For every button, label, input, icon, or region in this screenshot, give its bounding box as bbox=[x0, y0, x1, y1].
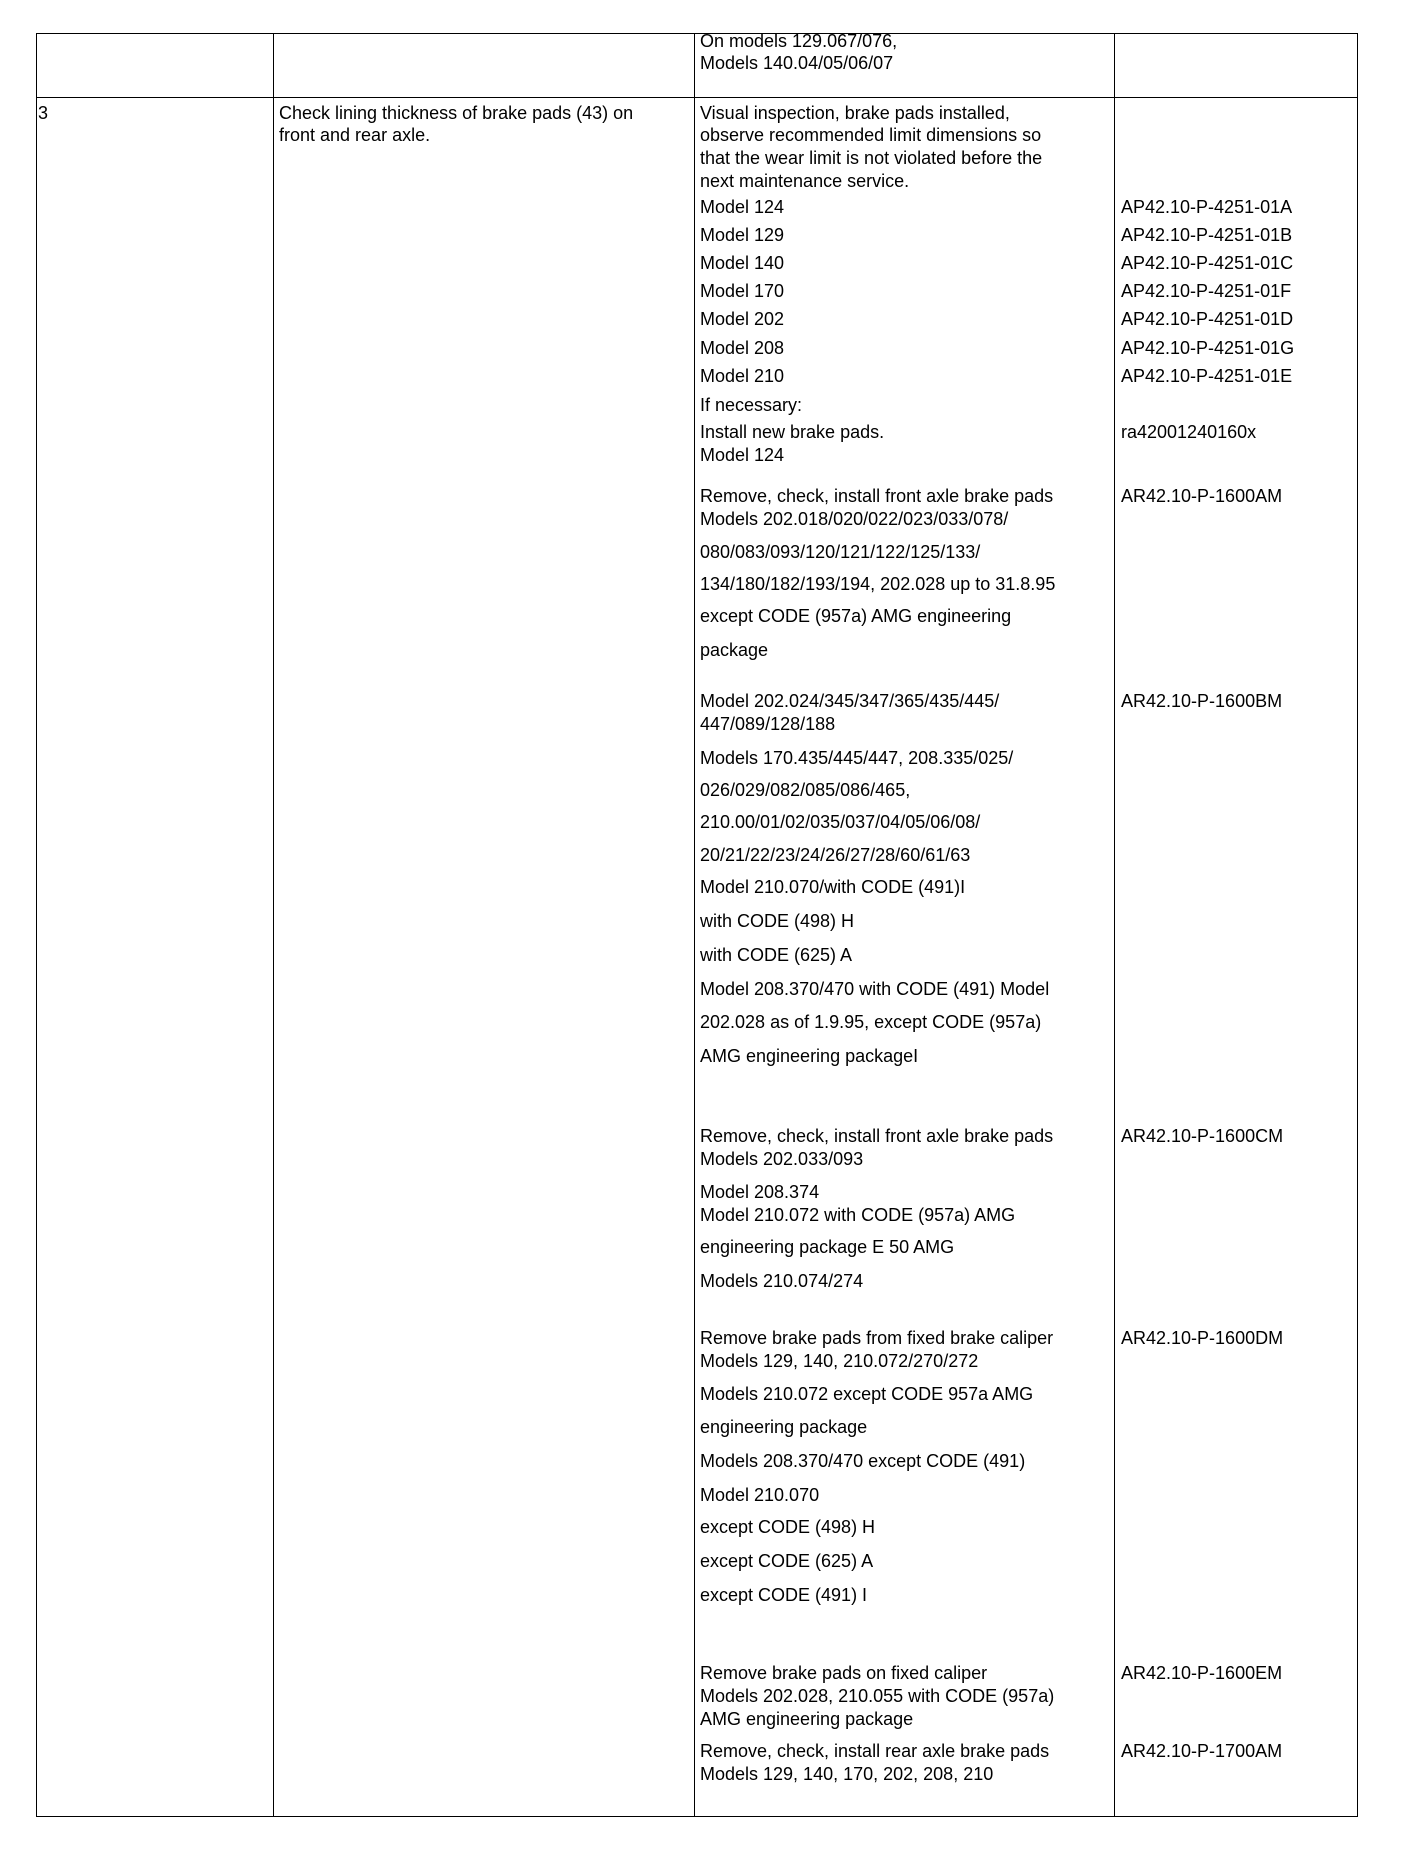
if-necessary-label: If necessary: bbox=[700, 395, 803, 415]
procedure-line: Model 210.072 with CODE (957a) AMG bbox=[700, 1205, 1016, 1225]
model-label: Model 140 bbox=[700, 253, 785, 273]
reference-code: AR42.10-P-1600CM bbox=[1121, 1126, 1284, 1146]
column-divider bbox=[273, 33, 274, 1817]
reference-code: AP42.10-P-4251-01C bbox=[1121, 253, 1294, 273]
reference-code: AP42.10-P-4251-01F bbox=[1121, 281, 1292, 301]
row-divider bbox=[36, 97, 1358, 98]
model-label: Model 202 bbox=[700, 309, 785, 329]
column-divider bbox=[1114, 33, 1115, 1817]
procedure-line: with CODE (498) H bbox=[700, 911, 855, 931]
model-label: Model 124 bbox=[700, 197, 785, 217]
procedure-line: Models 210.072 except CODE 957a AMG bbox=[700, 1384, 1034, 1404]
procedure-line: Model 208.370/470 with CODE (491) Model bbox=[700, 979, 1050, 999]
procedure-line: except CODE (498) H bbox=[700, 1517, 876, 1537]
procedure-line: except CODE (625) A bbox=[700, 1551, 874, 1571]
procedure-line: AMG engineering packageI bbox=[700, 1046, 919, 1066]
procedure-line: Model 210.070 bbox=[700, 1485, 820, 1505]
procedure-line: Models 210.074/274 bbox=[700, 1271, 864, 1291]
reference-code: ra42001240160x bbox=[1121, 422, 1257, 442]
procedure-line: 026/029/082/085/086/465, bbox=[700, 780, 911, 800]
procedure-line: engineering package bbox=[700, 1417, 868, 1437]
procedure-line: Remove brake pads from fixed brake caliper bbox=[700, 1328, 1054, 1348]
install-text: Install new brake pads. bbox=[700, 422, 885, 442]
top-row-line: Models 140.04/05/06/07 bbox=[700, 53, 894, 73]
column-divider bbox=[694, 33, 695, 1817]
procedure-line: 202.028 as of 1.9.95, except CODE (957a) bbox=[700, 1012, 1042, 1032]
procedure-line: 210.00/01/02/035/037/04/05/06/08/ bbox=[700, 812, 981, 832]
procedure-line: Model 208.374 bbox=[700, 1182, 820, 1202]
procedure-line: Models 202.028, 210.055 with CODE (957a) bbox=[700, 1686, 1055, 1706]
model-label: Model 129 bbox=[700, 225, 785, 245]
inspection-text: observe recommended limit dimensions so bbox=[700, 125, 1042, 145]
procedure-line: except CODE (957a) AMG engineering bbox=[700, 606, 1012, 626]
procedure-line: 080/083/093/120/121/122/125/133/ bbox=[700, 542, 981, 562]
inspection-text: next maintenance service. bbox=[700, 171, 910, 191]
row-number: 3 bbox=[38, 103, 49, 123]
reference-code: AR42.10-P-1600AM bbox=[1121, 486, 1283, 506]
procedure-line: 134/180/182/193/194, 202.028 up to 31.8.95 bbox=[700, 574, 1056, 594]
procedure-line: Models 129, 140, 170, 202, 208, 210 bbox=[700, 1764, 994, 1784]
procedure-line: Models 202.033/093 bbox=[700, 1149, 864, 1169]
procedure-line: engineering package E 50 AMG bbox=[700, 1237, 955, 1257]
reference-code: AP42.10-P-4251-01D bbox=[1121, 309, 1294, 329]
model-label: Model 170 bbox=[700, 281, 785, 301]
model-label: Model 124 bbox=[700, 445, 785, 465]
procedure-line: AMG engineering package bbox=[700, 1709, 914, 1729]
procedure-line: Model 210.070/with CODE (491)I bbox=[700, 877, 966, 897]
top-row-line: On models 129.067/076, bbox=[700, 31, 898, 51]
reference-code: AR42.10-P-1700AM bbox=[1121, 1741, 1283, 1761]
procedure-line: Model 202.024/345/347/365/435/445/ bbox=[700, 691, 1000, 711]
procedure-line: Remove, check, install front axle brake pads bbox=[700, 1126, 1054, 1146]
procedure-line: with CODE (625) A bbox=[700, 945, 853, 965]
reference-code: AR42.10-P-1600BM bbox=[1121, 691, 1283, 711]
model-label: Model 210 bbox=[700, 366, 785, 386]
procedure-line: 447/089/128/188 bbox=[700, 714, 836, 734]
reference-code: AR42.10-P-1600EM bbox=[1121, 1663, 1283, 1683]
procedure-line: Models 208.370/470 except CODE (491) bbox=[700, 1451, 1026, 1471]
inspection-text: Visual inspection, brake pads installed, bbox=[700, 103, 1010, 123]
procedure-line: Remove, check, install front axle brake pads bbox=[700, 486, 1054, 506]
task-description: Check lining thickness of brake pads (43) on bbox=[279, 103, 634, 123]
procedure-line: 20/21/22/23/24/26/27/28/60/61/63 bbox=[700, 845, 971, 865]
inspection-text: that the wear limit is not violated before the bbox=[700, 148, 1043, 168]
reference-code: AP42.10-P-4251-01E bbox=[1121, 366, 1293, 386]
reference-code: AP42.10-P-4251-01G bbox=[1121, 338, 1295, 358]
procedure-line: Models 129, 140, 210.072/270/272 bbox=[700, 1351, 979, 1371]
model-label: Model 208 bbox=[700, 338, 785, 358]
reference-code: AP42.10-P-4251-01B bbox=[1121, 225, 1293, 245]
procedure-line: Models 170.435/445/447, 208.335/025/ bbox=[700, 748, 1014, 768]
procedure-line: Remove brake pads on fixed caliper bbox=[700, 1663, 988, 1683]
reference-code: AP42.10-P-4251-01A bbox=[1121, 197, 1293, 217]
procedure-line: Remove, check, install rear axle brake pads bbox=[700, 1741, 1050, 1761]
procedure-line: except CODE (491) I bbox=[700, 1585, 868, 1605]
procedure-line: package bbox=[700, 640, 769, 660]
reference-code: AR42.10-P-1600DM bbox=[1121, 1328, 1284, 1348]
procedure-line: Models 202.018/020/022/023/033/078/ bbox=[700, 509, 1009, 529]
task-description: front and rear axle. bbox=[279, 125, 431, 145]
